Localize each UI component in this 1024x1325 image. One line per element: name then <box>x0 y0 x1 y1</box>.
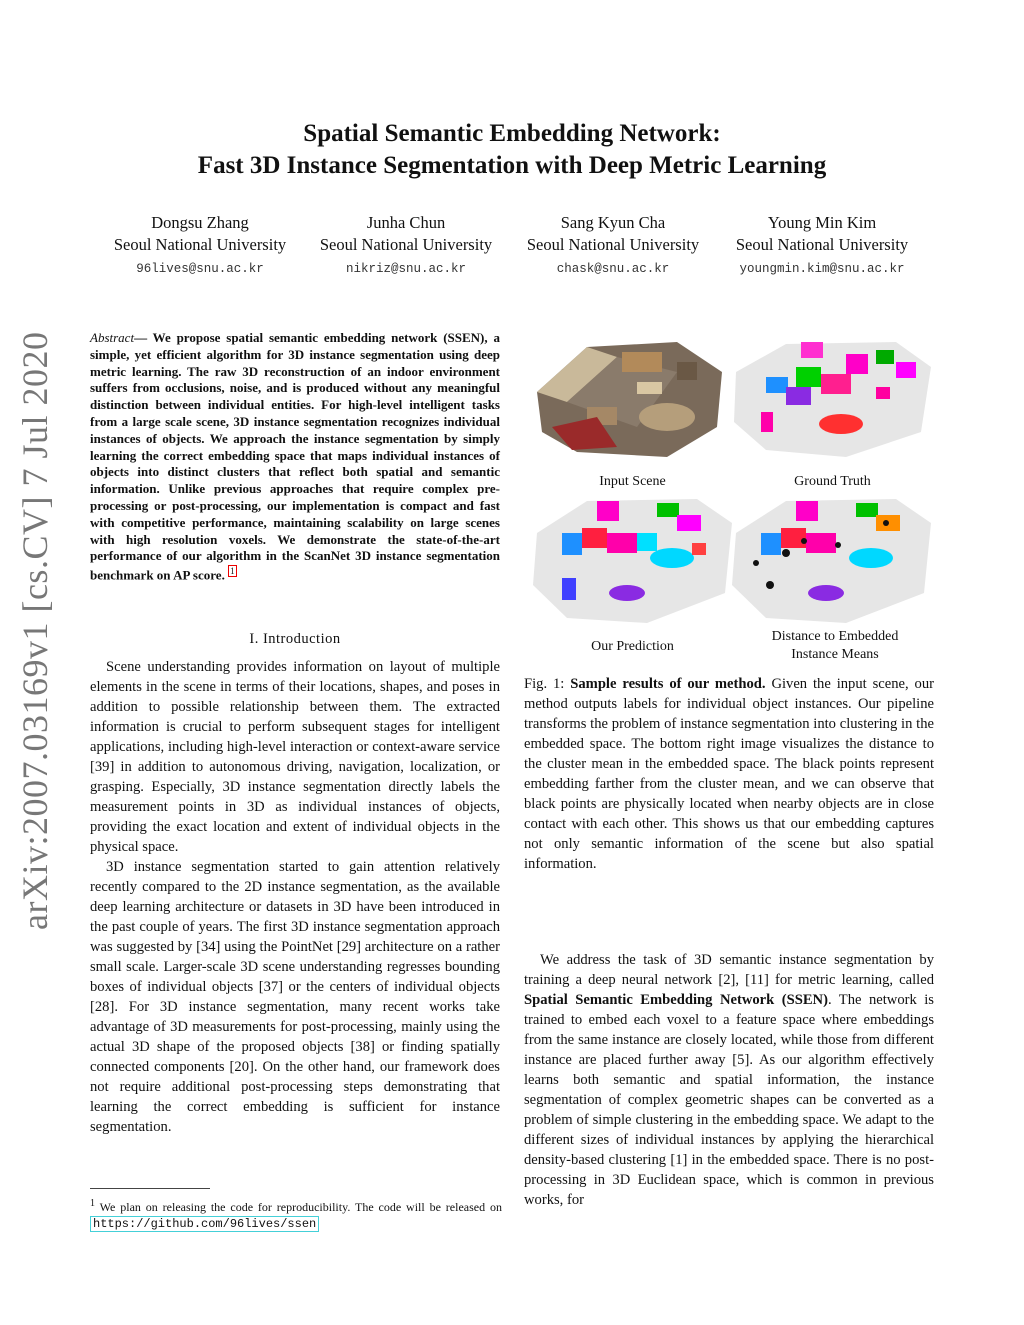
author-block <box>508 212 718 280</box>
intro-left-column <box>90 657 500 1137</box>
author-email[interactable]: chask@snu.ac.kr <box>556 262 670 276</box>
scene-image <box>726 493 936 628</box>
figure-panel-distance-embedded <box>726 493 936 628</box>
paragraph-text: We address the task of 3D semantic instance segmentation by training a deep neural network [2], [11] for metric learning, called <box>524 952 934 988</box>
author-block <box>95 212 305 280</box>
scene-image <box>527 493 737 628</box>
author-affiliation: Seoul National University <box>319 235 493 254</box>
intro-paragraph: Scene understanding provides information on layout of multiple elements in the scene in terms of their locations, shapes, and poses in addition to possible relationship between them. The extracted information is crucial to perform subsequent stages for intelligent applications, including high-level interaction or context-aware service [39] in addition to autonomous driving, navigation, localization, or grasping. Especially, 3D instance segmentation directly labels the measurement points in 3D as individual instances of objects, providing the exact location and extent of individual objects in the physical space. <box>90 659 500 855</box>
scene-image <box>726 332 936 462</box>
abstract-label: Abstract <box>90 330 135 345</box>
author-affiliation: Seoul National University <box>735 235 909 254</box>
figure-label: Input Scene <box>599 474 666 489</box>
intro-paragraph <box>524 950 934 1210</box>
figure-caption-title: Sample results of our method. <box>570 676 766 692</box>
paper-title <box>0 118 1024 182</box>
author-affiliation: Seoul National University <box>113 235 287 254</box>
footnote-url-link[interactable]: https://github.com/96lives/ssen <box>90 1216 319 1232</box>
author-block <box>717 212 927 280</box>
author-name: Young Min Kim <box>767 213 877 232</box>
author-email[interactable]: youngmin.kim@snu.ac.kr <box>739 262 905 276</box>
figure-panel-input-scene <box>527 332 727 462</box>
figure-label: Ground Truth <box>794 474 871 489</box>
footnote-mark: 1 <box>90 1198 95 1209</box>
intro-right-column <box>524 950 934 1210</box>
arxiv-stamp: arXiv:2007.03169v1 [cs.CV] 7 Jul 2020 <box>15 331 55 930</box>
figure-panel-ground-truth <box>726 332 936 462</box>
footnote-link[interactable]: 1 <box>230 566 235 577</box>
author-name: Dongsu Zhang <box>151 213 249 232</box>
section-heading: I. Introduction <box>249 631 341 647</box>
author-affiliation: Seoul National University <box>526 235 700 254</box>
author-email[interactable]: nikriz@snu.ac.kr <box>345 262 467 276</box>
author-name: Junha Chun <box>366 213 446 232</box>
intro-paragraph: 3D instance segmentation started to gain attention relatively recently compared to the 2D instance segmentation, as the available deep learning architecture or datasets in 3D have been introduced in the past couple of years. The first 3D instance segmentation approach was suggested by [34] using the PointNet [29] architecture on a rather small scale. Larger-scale 3D scene understanding regresses bounding boxes of individual objects [37] or the centers of individual objects [28]. For 3D instance segmentation, many recent works take advantage of 3D measurements for post-processing, mainly using the actual 3D shape of the proposed objects [38] or finding spatially connected components [20]. On the other hand, our framework does not require additional post-processing steps demonstrating that learning the correct embedding is sufficient for instance segmentation. <box>90 859 500 1135</box>
author-email[interactable]: 96lives@snu.ac.kr <box>136 262 264 276</box>
scene-image <box>527 332 727 462</box>
figure-caption-label: Fig. 1: <box>524 676 565 692</box>
footnote <box>90 1196 502 1232</box>
footnote-text: We plan on releasing the code for reproducibility. The code will be released on <box>99 1200 502 1214</box>
figure-caption <box>524 674 934 874</box>
figure-caption-text: Given the input scene, our method outputs labels for individual object instances. Our pipeline transforms the problem of instance segmentation into clustering in the embedded space. The bottom right image visualizes the distance to the cluster mean in the embedded space. The black points represent embedding farther from the cluster mean, and we can observe that black points are physically located when nearby objects are in close contact with each other. This shows us that our embedding captures not only semantic information of the scene but also spatial information. <box>524 676 934 872</box>
paragraph-text: . The network is trained to embed each voxel to a feature space where embeddings from the same instance are closely located, while those from different instance are placed further away [5]. As our algorithm effectively learns both semantic and spatial information, the instance segmentation of complex geometric shapes can be converted as a problem of simple clustering in the embedding space. We adapt to the different sizes of individual instances by applying the hierarchical density-based clustering [1] in the embedded space. There is no post-processing in 3D Euclidean space, which is common in previous works, for <box>524 992 934 1208</box>
title-line-1: Spatial Semantic Embedding Network: <box>303 120 721 147</box>
author-block <box>301 212 511 280</box>
ssen-name: Spatial Semantic Embedding Network (SSEN) <box>524 992 828 1008</box>
title-line-2: Fast 3D Instance Segmentation with Deep Metric Learning <box>197 152 827 179</box>
abstract-text: — We propose spatial semantic embedding network (SSEN), a simple, yet efficient algorithm for 3D instance segmentation using deep metric learning. The raw 3D reconstruction of an indoor environment suffers from occlusions, noise, and is produced without any meaningful distinction between individual entities. For high-level intelligent tasks from a large scale scene, 3D instance segmentation recognizes individual instances of objects. We approach the instance segmentation by simply learning the correct embedding space that maps individual instances of objects into distinct clusters that reflect both spatial and semantic information. Unlike previous approaches that require complex pre-processing or post-processing, our implementation is compact and fast with competitive performance, maintaining scalability on large scenes with high resolution voxels. We demonstrate the state-of-the-art performance of our algorithm in the ScanNet 3D instance segmentation benchmark on AP score. <box>90 330 500 583</box>
figure-label: Our Prediction <box>591 639 674 654</box>
footnote-rule <box>90 1188 210 1189</box>
abstract <box>90 330 500 584</box>
figure-panel-our-prediction <box>527 493 737 628</box>
author-name: Sang Kyun Cha <box>560 213 666 232</box>
figure-label: Distance to Embedded Instance Means <box>771 629 899 662</box>
